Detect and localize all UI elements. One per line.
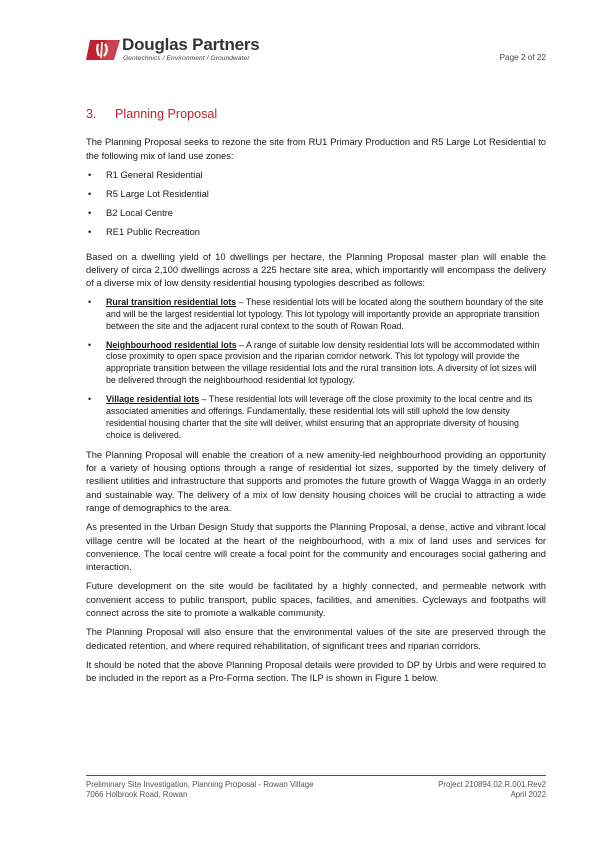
report-date: April 2022 [510, 789, 546, 799]
dwelling-yield-paragraph: Based on a dwelling yield of 10 dwellings per hectare, the Planning Proposal master plan will enable the delivery of circa 2,100 dwellings across a 225 hectare site area, which importantly will encompass the delivery of a diverse mix of low density residential housing typologies described as follows: [86, 251, 546, 289]
body-paragraph: It should be noted that the above Planning Proposal details were provided to DP by Urbis and were required to be included in the report as a Pro-Forma section. The ILP is shown in Figure 1 below. [86, 659, 546, 684]
report-title: Preliminary Site Investigation, Planning Proposal - Rowan Village [86, 780, 314, 789]
typology-description: – These residential lots will be located along the southern boundary of the site and will be the largest residential lot typology. This lot typology will importantly provide an appropriate transition between the site and the adjacent rural context to the south of Rowan Road. [106, 296, 544, 331]
typology-description: – A range of suitable low density residential lots will be accommodated within close proximity to open space provision and the riparian corridor network. This lot typology will provide the appropriate transition between the village residential lots and the rural transition lots. A diversity of lot sizes will be delivered through the neighbourhood residential lot typology. [106, 339, 540, 386]
page-footer [86, 775, 546, 799]
typology-term: Neighbourhood residential lots [106, 339, 237, 350]
typology-description: – These residential lots will leverage off the close proximity to the local centre and its associated amenities and offerings. Fundamentally, these residential lots will still uphold the low density residential housing charter that the site will deliver, whilst ensuring that an appropriate diversity of housing choice is delivered. [106, 394, 533, 440]
body-paragraph: The Planning Proposal will enable the creation of a new amenity-led neighbourhood providing an opportunity for a variety of housing options through a range of residential lot sizes, supported by the timely delivery of resilient utilities and infrastructure that supports and promotes the future growth of Wagga Wagga in an orderly and sustainable way. The delivery of a mix of low density housing choices will be crucial to attracting a wide range of demographics to the area. [86, 449, 546, 513]
typology-list [86, 297, 546, 442]
typology-term: Village residential lots [106, 394, 200, 405]
body-paragraph: Future development on the site would be facilitated by a highly connected, and permeable network with convenient access to public transport, public spaces, facilities, and amenities. Cycleways and footpaths will connect across the site to promote a walkable community. [86, 581, 546, 619]
document-body [86, 108, 546, 692]
page-number: Page 2 of 22 [499, 53, 546, 62]
bullet-icon: • [88, 226, 92, 237]
site-address: 7066 Holbrook Road, Rowan [86, 789, 188, 799]
bullet-icon: • [88, 394, 92, 405]
body-paragraph: The Planning Proposal will also ensure that the environmental values of the site are preserved through the dedicated retention, and where required rehabilitation, of significant trees and riparian corridors. [86, 627, 546, 651]
list-item: • R5 Large Lot Residential [86, 188, 546, 207]
bullet-icon: • [88, 339, 92, 350]
section-number: 3. [86, 107, 97, 121]
list-item [86, 394, 546, 442]
list-item: • RE1 Public Recreation [86, 226, 546, 245]
bullet-icon: • [88, 169, 92, 180]
bullet-icon: • [88, 188, 92, 199]
zone-list [86, 169, 546, 245]
list-item: • R1 General Residential [86, 169, 546, 188]
section-heading [86, 108, 546, 121]
project-number: Project 210894.02.R.001.Rev2 [438, 780, 546, 789]
page-header [86, 36, 546, 66]
company-name: Douglas Partners [122, 35, 260, 54]
body-paragraph: As presented in the Urban Design Study that supports the Planning Proposal, a dense, active and vibrant local village centre will be located at the heart of the neighbourhood, with a mix of land uses and services for convenience. The local centre will create a focal point for the community and encourages social gathering and interaction. [86, 522, 546, 573]
intro-paragraph: The Planning Proposal seeks to rezone the site from RU1 Primary Production and R5 Large Lot Residential to the following mix of land use zones: [86, 137, 546, 161]
douglas-partners-logo-icon [86, 38, 120, 62]
company-tagline: Geotechnics / Environment / Groundwater [123, 55, 250, 62]
footer-right [438, 780, 546, 799]
footer-left [86, 780, 314, 799]
section-title: Planning Proposal [115, 107, 218, 121]
list-item [86, 340, 546, 388]
list-item: • B2 Local Centre [86, 207, 546, 226]
bullet-icon: • [88, 296, 92, 307]
bullet-icon: • [88, 207, 92, 218]
list-item [86, 297, 546, 333]
typology-term: Rural transition residential lots [106, 296, 237, 307]
company-logo [86, 36, 286, 66]
